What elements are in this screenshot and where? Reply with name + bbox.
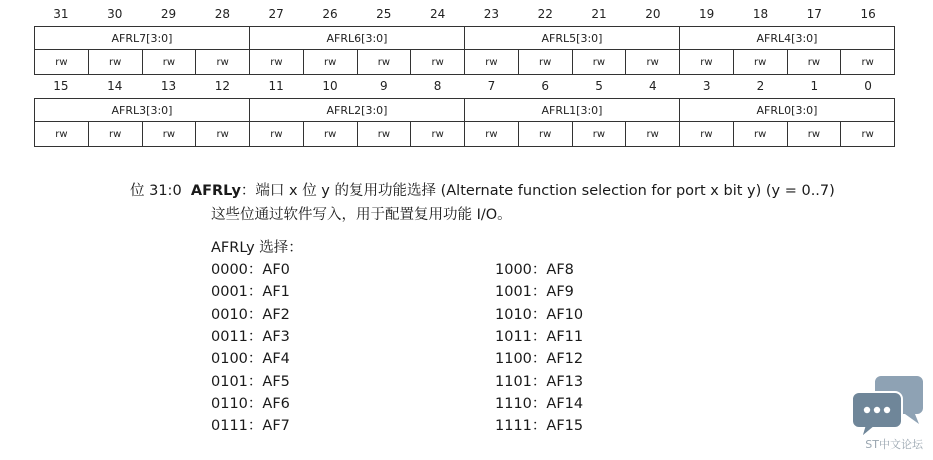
af-option: 1110：AF14 [495, 395, 584, 412]
bit-number: 28 [214, 7, 230, 21]
access-cell: rw [142, 122, 196, 147]
af-option: 1010：AF10 [495, 306, 584, 323]
bit-number: 8 [433, 79, 442, 93]
select-label: AFRLy 选择： [211, 240, 303, 256]
access-cell: rw [411, 122, 465, 147]
af-option: 0001：AF1 [211, 284, 290, 301]
access-cell: rw [841, 50, 895, 75]
bit-number: 18 [752, 7, 769, 21]
bit-number: 24 [429, 7, 446, 21]
bit-number: 17 [806, 7, 822, 21]
bit-number: 5 [595, 79, 603, 93]
bit-number: 13 [160, 79, 177, 93]
af-option: 1000：AF8 [495, 262, 574, 278]
access-cell: rw [303, 50, 357, 75]
access-cell: rw [733, 50, 787, 75]
register-field: AFRL3[3:0] [35, 99, 250, 122]
bit-number: 0 [864, 79, 872, 93]
register-field: AFRL5[3:0] [465, 27, 680, 50]
af-option: 1111：AF15 [495, 418, 584, 435]
access-cell: rw [841, 122, 895, 147]
access-cell: rw [88, 50, 142, 75]
access-row-high [35, 50, 895, 75]
bit-number: 4 [649, 79, 657, 93]
watermark-text: ST中文论坛 [865, 438, 923, 451]
access-cell: rw [196, 122, 250, 147]
af-option: 1101：AF13 [495, 373, 584, 390]
bit-number: 10 [322, 79, 338, 93]
bit-number: 25 [376, 7, 392, 21]
access-cell: rw [196, 50, 250, 75]
field-row-high [35, 27, 895, 50]
access-cell: rw [35, 50, 89, 75]
bit-number: 20 [645, 7, 661, 21]
access-cell: rw [142, 50, 196, 75]
bit-number: 1 [810, 79, 819, 93]
access-cell: rw [250, 50, 304, 75]
field-title: ：端口 x 位 y 的复用功能选择 (Alternate function selection for port x bit y) (y = 0..7) [240, 183, 835, 199]
access-cell: rw [787, 50, 841, 75]
af-option: 0000：AF0 [211, 262, 290, 278]
bit-number: 26 [322, 7, 338, 21]
af-option: 1011：AF11 [495, 328, 584, 345]
register-table-low [34, 98, 895, 147]
af-option: 0111：AF7 [211, 418, 290, 435]
access-cell: rw [35, 122, 89, 147]
bit-number: 29 [160, 7, 177, 21]
access-cell: rw [572, 50, 626, 75]
bit-number: 27 [268, 7, 284, 21]
register-field: AFRL0[3:0] [680, 99, 895, 122]
bit-number: 2 [756, 79, 765, 93]
bit-number: 21 [591, 7, 607, 21]
bit-number: 19 [699, 7, 715, 21]
access-cell: rw [357, 122, 411, 147]
bit-numbers-low [34, 75, 895, 97]
access-cell: rw [357, 50, 411, 75]
field-name: AFRLy [190, 183, 241, 199]
access-cell: rw [626, 50, 680, 75]
af-option: 0010：AF2 [211, 306, 290, 323]
bit-range: 位 31:0 [130, 183, 182, 199]
access-cell: rw [465, 50, 519, 75]
bit-number: 30 [107, 7, 123, 21]
af-option: 1100：AF12 [495, 351, 584, 368]
bit-number: 16 [860, 7, 876, 21]
access-cell: rw [303, 122, 357, 147]
register-field: AFRL7[3:0] [35, 27, 250, 50]
af-option: 0110：AF6 [211, 395, 290, 412]
field-description-title [130, 179, 835, 200]
af-option: 1001：AF9 [495, 284, 574, 301]
register-table-high [34, 26, 895, 75]
bit-number: 12 [214, 79, 230, 93]
access-cell: rw [626, 122, 680, 147]
bit-number: 11 [268, 79, 284, 93]
bit-number: 15 [53, 79, 69, 93]
access-cell: rw [733, 122, 787, 147]
register-field: AFRL4[3:0] [680, 27, 895, 50]
access-row-low [35, 122, 895, 147]
access-cell: rw [572, 122, 626, 147]
access-cell: rw [250, 122, 304, 147]
access-cell: rw [787, 122, 841, 147]
af-option: 0011：AF3 [211, 328, 290, 345]
access-cell: rw [88, 122, 142, 147]
bit-number: 31 [53, 7, 69, 21]
bit-numbers-high [34, 3, 895, 25]
access-cell: rw [680, 50, 734, 75]
access-cell: rw [518, 122, 572, 147]
access-cell: rw [465, 122, 519, 147]
register-field: AFRL1[3:0] [465, 99, 680, 122]
field-description-line2: 这些位通过软件写入，用于配置复用功能 I/O。 [211, 207, 512, 223]
bit-number: 6 [541, 79, 550, 93]
bit-number: 3 [702, 79, 711, 93]
bit-number: 23 [483, 7, 500, 21]
access-cell: rw [680, 122, 734, 147]
bit-number: 9 [379, 79, 388, 93]
access-cell: rw [518, 50, 572, 75]
bit-number: 14 [107, 79, 123, 93]
access-cell: rw [411, 50, 465, 75]
register-field: AFRL2[3:0] [250, 99, 465, 122]
register-field: AFRL6[3:0] [250, 27, 465, 50]
bit-number: 22 [537, 7, 553, 21]
field-row-low [35, 99, 895, 122]
bit-number: 7 [487, 79, 496, 93]
af-option: 0100：AF4 [211, 351, 290, 368]
af-option: 0101：AF5 [211, 373, 290, 390]
